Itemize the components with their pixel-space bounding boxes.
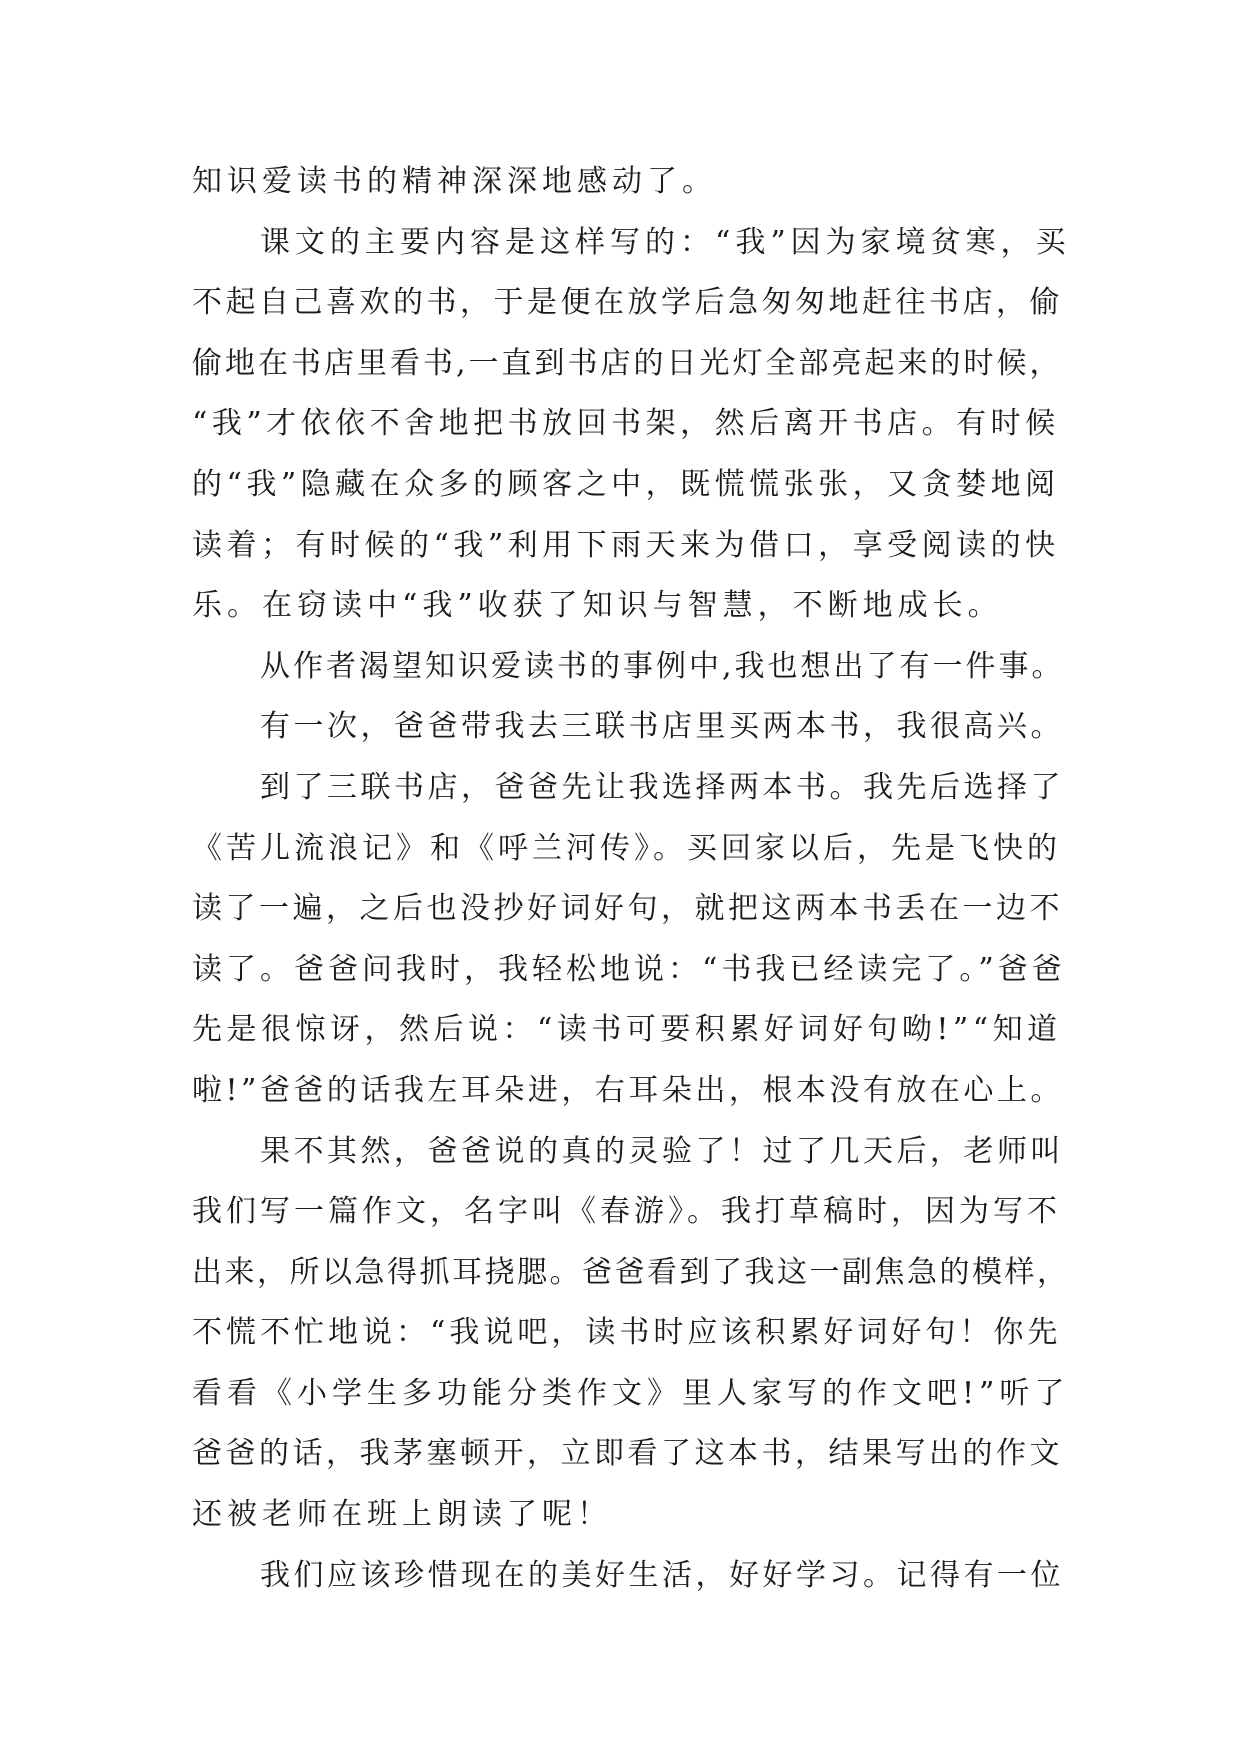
text-line: 偷地在书店里看书,一直到书店的日光灯全部亮起来的时候， xyxy=(192,345,1063,381)
text-line: 先是很惊讶，然后说：“读书可要积累好词好句呦!”“知道 xyxy=(192,1012,1062,1048)
text-line: 的“我”隐藏在众多的顾客之中，既慌慌张张，又贪婪地阅 xyxy=(192,466,1060,502)
text-line: 读了。爸爸问我时，我轻松地说：“书我已经读完了。”爸爸 xyxy=(192,951,1066,987)
text-line: 果不其然，爸爸说的真的灵验了！过了几天后，老师叫 xyxy=(260,1133,1064,1169)
text-line: 读着；有时候的“我”利用下雨天来为借口，享受阅读的快 xyxy=(192,527,1060,563)
text-line: 知识爱读书的精神深深地感动了。 xyxy=(192,164,717,199)
text-line: 爸爸的话，我茅塞顿开，立即看了这本书，结果写出的作文 xyxy=(192,1436,1063,1472)
document-body xyxy=(192,152,1072,1606)
text-line: 课文的主要内容是这样写的：“我”因为家境贫寒，买 xyxy=(260,224,1071,260)
text-line: 我们写一篇作文，名字叫《春游》。我打草稿时，因为写不 xyxy=(192,1194,1061,1230)
text-line: 到了三联书店，爸爸先让我选择两本书。我先后选择了 xyxy=(260,769,1064,805)
text-line: 读了一遍，之后也没抄好词好句，就把这两本书丢在一边不 xyxy=(192,891,1063,927)
text-line: 《苦儿流浪记》和《呼兰河传》。买回家以后，先是飞快的 xyxy=(192,830,1061,866)
text-line: “我”才依依不舍地把书放回书架，然后离开书店。有时候 xyxy=(192,406,1060,442)
text-line: 有一次，爸爸带我去三联书店里买两本书，我很高兴。 xyxy=(260,709,1064,745)
text-line: 还被老师在班上朗读了呢！ xyxy=(192,1497,612,1533)
text-line: 不起自己喜欢的书，于是便在放学后急匆匆地赶往书店，偷 xyxy=(192,285,1063,321)
text-line: 不慌不忙地说：“我说吧，读书时应该积累好词好句！你先 xyxy=(192,1315,1062,1351)
text-line: 啦!”爸爸的话我左耳朵进，右耳朵出，根本没有放在心上。 xyxy=(192,1072,1064,1108)
text-line: 出来，所以急得抓耳挠腮。爸爸看到了我这一副焦急的模样， xyxy=(192,1254,1070,1290)
text-line: 乐。在窃读中“我”收获了知识与智慧，不断地成长。 xyxy=(192,588,1003,624)
text-line: 我们应该珍惜现在的美好生活，好好学习。记得有一位 xyxy=(260,1557,1064,1593)
text-line: 看看《小学生多功能分类作文》里人家写的作文吧!”听了 xyxy=(192,1375,1070,1411)
text-line: 从作者渴望知识爱读书的事例中,我也想出了有一件事。 xyxy=(260,648,1065,684)
